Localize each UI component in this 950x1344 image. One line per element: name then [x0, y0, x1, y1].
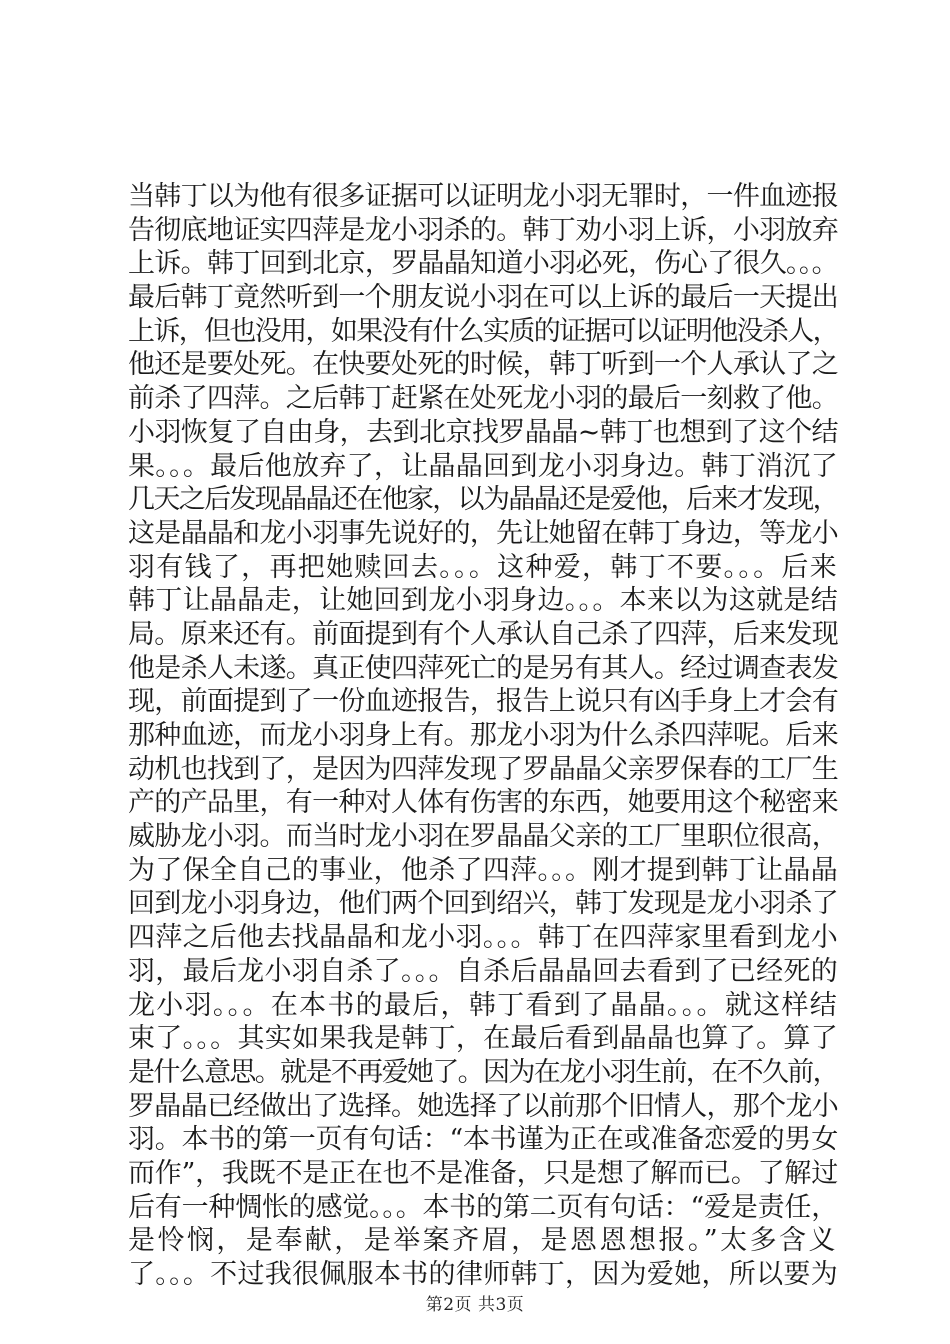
text-line: 而作”，我既不是正在也不是准备，只是想了解而已。了解过	[128, 1157, 838, 1189]
text-line: 后有一种惆怅的感觉。。。本书的第二页有句话：“爱是责任，	[128, 1191, 838, 1223]
text-line: 威胁龙小羽。而当时龙小羽在罗晶晶父亲的工厂里职位很高，	[128, 821, 838, 853]
text-line: 果。。。最后他放弃了，让晶晶回到龙小羽身边。韩丁消沉了	[128, 450, 838, 482]
text-line: 产的产品里，有一种对人体有伤害的东西，她要用这个秘密来	[128, 787, 838, 819]
text-line: 动机也找到了，是因为四萍发现了罗晶晶父亲罗保春的工厂生	[128, 753, 838, 785]
text-line: 是什么意思。就是不再爱她了。因为在龙小羽生前，在不久前，	[128, 1056, 838, 1088]
text-line: 四萍之后他去找晶晶和龙小羽。。。韩丁在四萍家里看到龙小	[128, 922, 838, 954]
text-line: 束了。。。其实如果我是韩丁，在最后看到晶晶也算了。算了	[128, 1023, 838, 1055]
page-footer: 第2页 共3页	[425, 1295, 525, 1315]
text-line: 这是晶晶和龙小羽事先说好的，先让她留在韩丁身边，等龙小	[128, 517, 838, 549]
text-line: 上诉，但也没用，如果没有什么实质的证据可以证明他没杀人，	[128, 315, 838, 347]
text-line: 罗晶晶已经做出了选择。她选择了以前那个旧情人，那个龙小	[128, 1090, 838, 1122]
text-line: 是怜悯，是奉献，是举案齐眉，是恩恩想报。”太多含义	[128, 1225, 838, 1257]
text-line: 为了保全自己的事业，他杀了四萍。。。刚才提到韩丁让晶晶	[128, 854, 838, 886]
text-line: 了。。。不过我很佩服本书的律师韩丁，因为爱她，所以要为	[128, 1259, 838, 1290]
text-line: 那种血迹，而龙小羽身上有。那龙小羽为什么杀四萍呢。后来	[128, 720, 838, 751]
text-line: 韩丁让晶晶走，让她回到龙小羽身边。。。本来以为这就是结	[128, 585, 838, 617]
text-line: 羽。本书的第一页有句话：“本书谨为正在或准备恋爱的男女	[128, 1124, 838, 1156]
text-line: 龙小羽。。。在本书的最后，韩丁看到了晶晶。。。就这样结	[128, 989, 838, 1021]
text-line: 局。原来还有。前面提到有个人承认自己杀了四萍，后来发现	[128, 618, 838, 650]
text-line: 告彻底地证实四萍是龙小羽杀的。韩丁劝小羽上诉，小羽放弃	[128, 214, 838, 246]
text-line: 现，前面提到了一份血迹报告，报告上说只有凶手身上才会有	[128, 686, 838, 718]
text-line: 最后韩丁竟然听到一个朋友说小羽在可以上诉的最后一天提出	[128, 282, 838, 314]
body-text	[128, 180, 838, 1292]
text-line: 前杀了四萍。之后韩丁赶紧在处死龙小羽的最后一刻救了他。	[128, 383, 838, 415]
text-line: 回到龙小羽身边，他们两个回到绍兴，韩丁发现是龙小羽杀了	[128, 888, 838, 920]
text-line: 小羽恢复了自由身，去到北京找罗晶晶~韩丁也想到了这个结	[128, 416, 838, 448]
text-line: 羽，最后龙小羽自杀了。。。自杀后晶晶回去看到了已经死的	[128, 955, 838, 987]
text-line: 当韩丁以为他有很多证据可以证明龙小羽无罪时，一件血迹报	[128, 181, 838, 212]
text-line: 上诉。韩丁回到北京，罗晶晶知道小羽必死，伤心了很久。。。	[128, 248, 838, 280]
text-line: 他还是要处死。在快要处死的时候，韩丁听到一个人承认了之	[128, 349, 838, 381]
text-line: 他是杀人未遂。真正使四萍死亡的是另有其人。经过调查表发	[128, 652, 838, 684]
text-line: 几天之后发现晶晶还在他家，以为晶晶还是爱他，后来才发现，	[128, 484, 838, 516]
text-line: 羽有钱了，再把她赎回去。。。这种爱，韩丁不要。。。后来	[128, 551, 838, 583]
